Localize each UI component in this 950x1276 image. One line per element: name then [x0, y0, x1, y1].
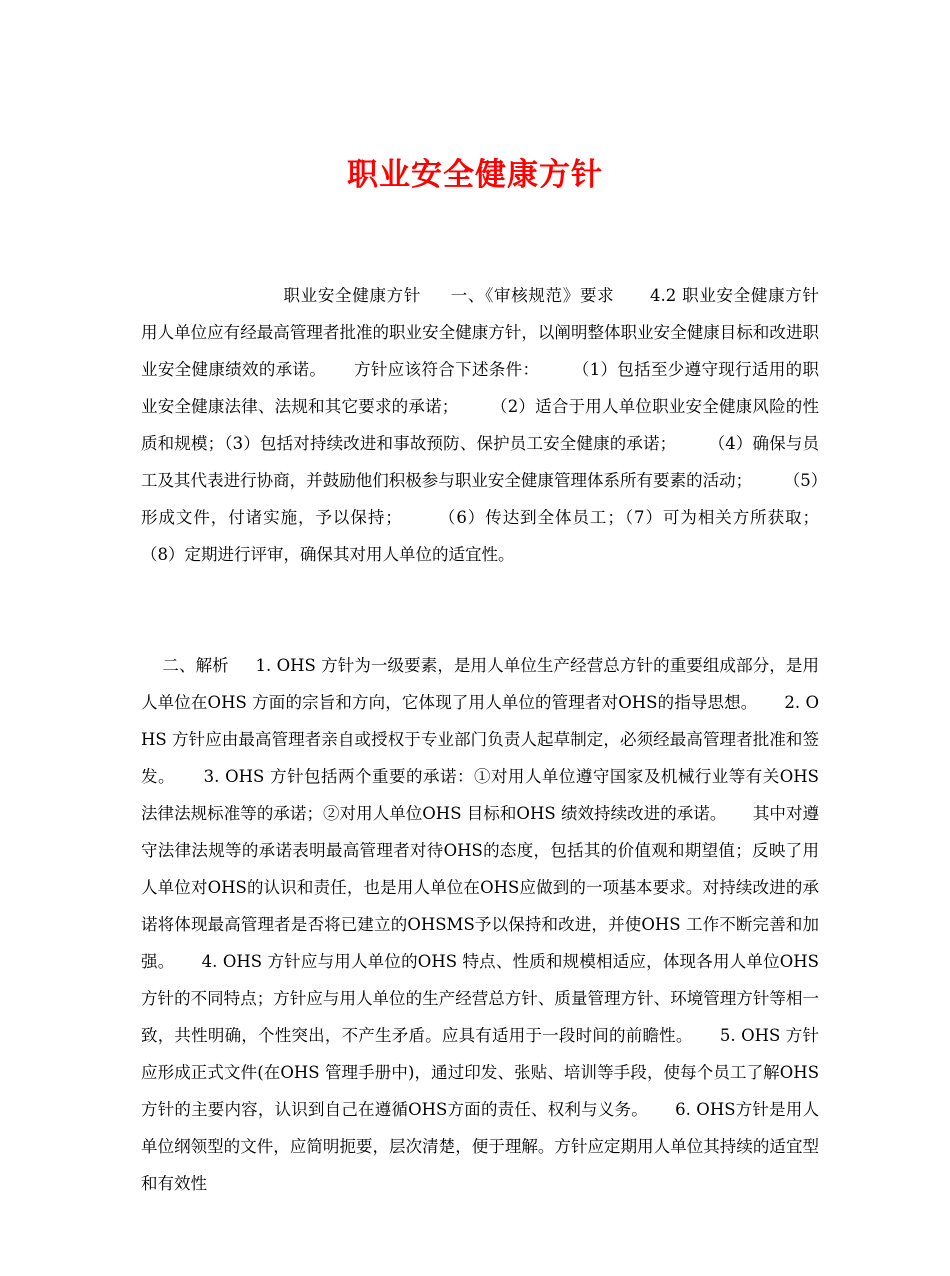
document-body [141, 203, 851, 1276]
document-title: 职业安全健康方针 [347, 156, 603, 193]
paragraph-requirements: 职业安全健康方针 一、《审核规范》要求 4.2 职业安全健康方针 用人单位应有经最高管理者批准的职业安全健康方针，以阐明整体职业安全健康目标和改进职业安全健康绩效的承诺。 方针应该符合下述条件： （1）包括至少遵守现行适用的职业安全健康法律、法规和其它要求的承诺； （2）适合于用人单位职业安全健康风险的性质和规模；（3）包括对持续改进和事故预防、保护员工安全健康的承诺； （4）确保与员工及其代表进行协商，并鼓励他们积极参与职业安全健康管理体系所有要素的活动； （5）形成文件，付诸实施，予以保持； （6）传达到全体员工；（7）可为相关方所获取； （8）定期进行评审，确保其对用人单位的适宜性。 [141, 286, 851, 564]
paragraph-analysis: 二、解析 1. OHS 方针为一级要素，是用人单位生产经营总方针的重要组成部分，是用人单位在OHS 方面的宗旨和方向，它体现了用人单位的管理者对OHS的指导思想。 2. OHS 方针应由最高管理者亲自或授权于专业部门负责人起草制定，必须经最高管理者批准和签发。 3. OHS 方针包括两个重要的承诺：①对用人单位遵守国家及机械行业等有关OHS 法律法规标准等的承诺；②对用人单位OHS 目标和OHS 绩效持续改进的承诺。 其中对遵守法律法规等的承诺表明最高管理者对待OHS的态度，包括其的价值观和期望值；反映了用人单位对OHS的认识和责任，也是用人单位在OHS应做到的一项基本要求。对持续改进的承诺将体现最高管理者是否将已建立的OHSMS予以保持和改进，并使OHS 工作不断完善和加强。 4. OHS 方针应与用人单位的OHS 特点、性质和规模相适应，体现各用人单位OHS方针的不同特点；方针应与用人单位的生产经营总方针、质量管理方针、环境管理方针等相一致，共性明确，个性突出，不产生矛盾。应具有适用于一段时间的前瞻性。 5. OHS 方针应形成正式文件(在OHS 管理手册中)，通过印发、张贴、培训等手段，使每个员工了解OHS方针的主要内容，认识到自己在遵循OHS方面的责任、权利与义务。 6. OHS方针是用人单位纲领型的文件，应简明扼要，层次清楚，便于理解。方针应定期用人单位其持续的适宜型和有效性 [141, 656, 825, 1193]
